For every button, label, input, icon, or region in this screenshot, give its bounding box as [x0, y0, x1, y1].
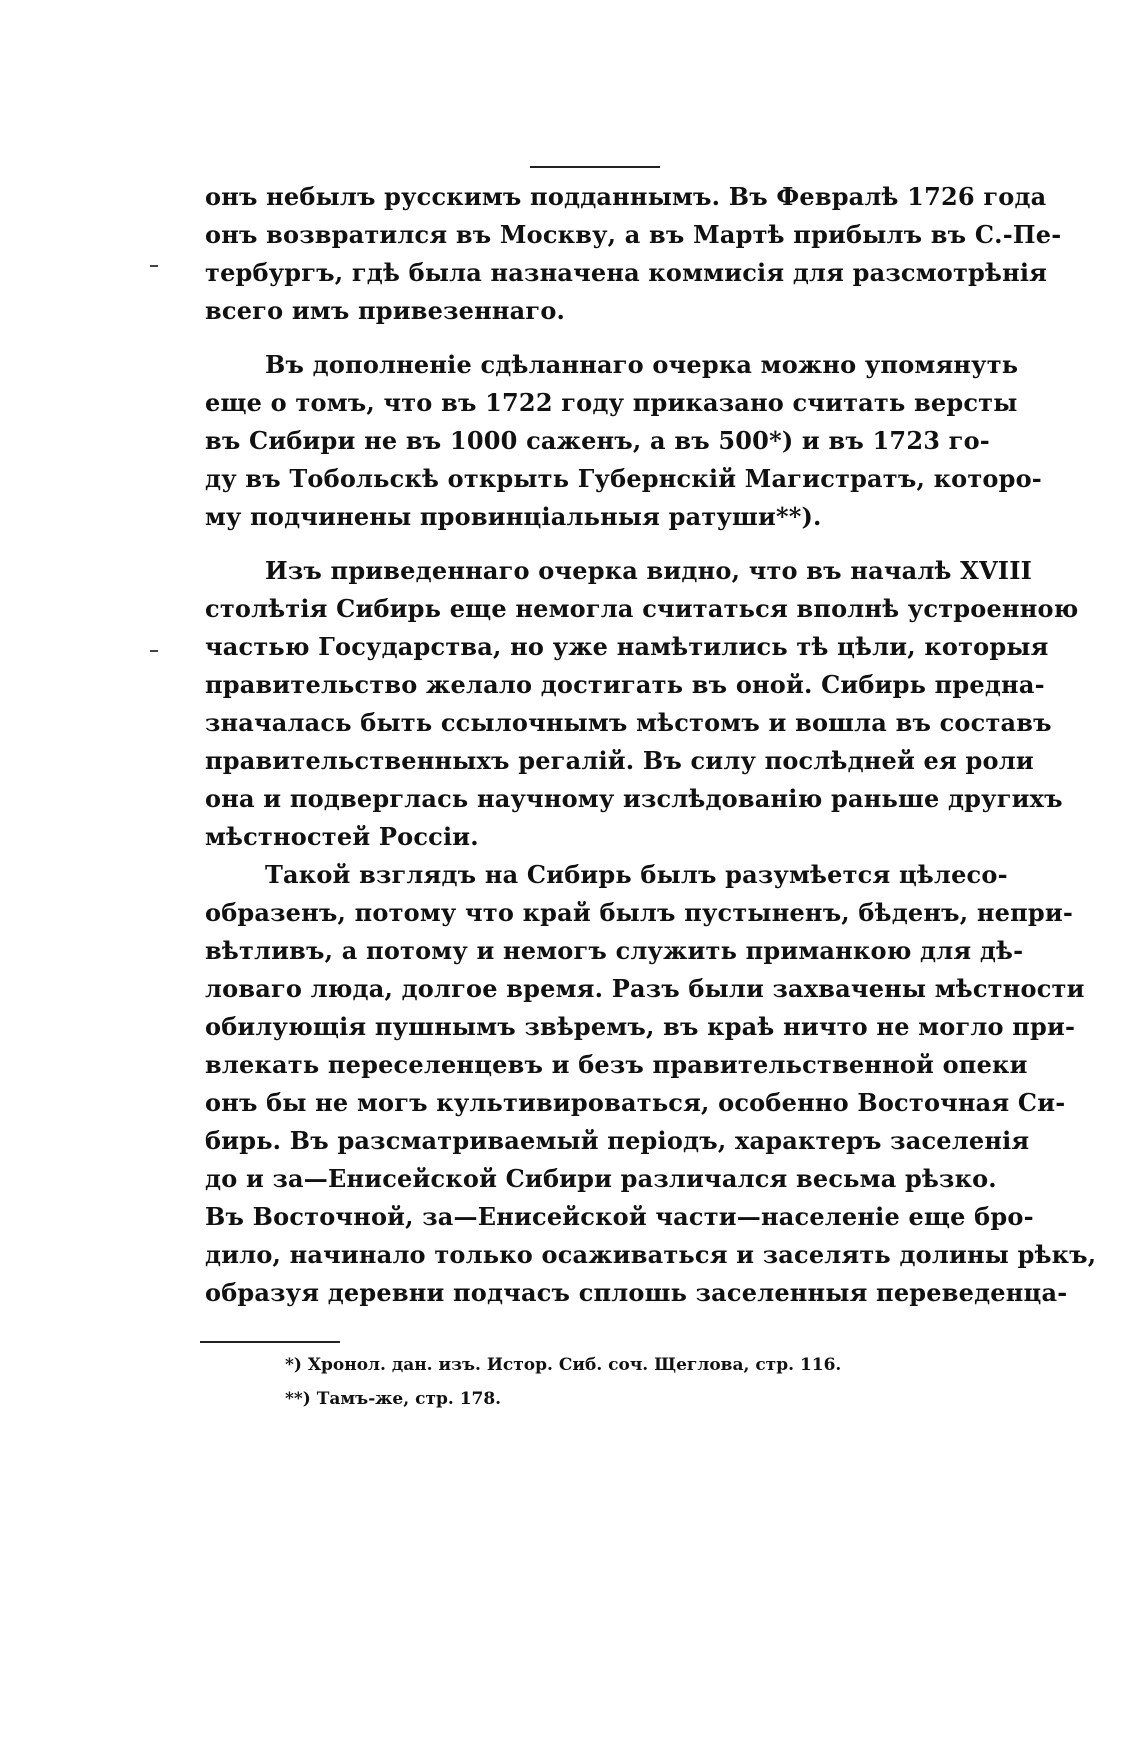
text-line: мѣстностей Россіи. — [205, 822, 479, 851]
text-line: правительственныхъ регалій. Въ силу послѣдней ея роли — [205, 746, 1034, 775]
text-line: дило, начинало только осаживаться и заселять долины рѣкъ, — [205, 1240, 1097, 1269]
footnote: *) Хронол. дан. изъ. Истор. Сиб. соч. Щеглова, стр. 116. — [285, 1355, 842, 1375]
text-line: бирь. Въ разсматриваемый періодъ, характеръ заселенія — [205, 1126, 1030, 1155]
paragraph — [205, 552, 1079, 856]
margin-mark — [150, 650, 158, 652]
footnote: **) Тамъ-же, стр. 178. — [285, 1389, 502, 1409]
text-line: обилующія пушнымъ звѣремъ, въ краѣ ничто не могло при- — [205, 1012, 1076, 1041]
text-line: всего имъ привезеннаго. — [205, 296, 566, 325]
footnote-rule — [200, 1341, 340, 1343]
text-line: образенъ, потому что край былъ пустыненъ, бѣденъ, непри- — [205, 898, 1073, 927]
text-line: ду въ Тобольскѣ открыть Губернскій Магистратъ, которо- — [205, 464, 1042, 493]
text-line: ловаго люда, долгое время. Разъ были захвачены мѣстности — [205, 974, 1085, 1003]
text-line: онъ возвратился въ Москву, а въ Мартѣ прибылъ въ С.-Пе- — [205, 220, 1062, 249]
text-line: вѣтливъ, а потому и немогъ служить приманкою для дѣ- — [205, 936, 1024, 965]
text-line: значалась быть ссылочнымъ мѣстомъ и вошла въ составъ — [205, 708, 1052, 737]
text-line: она и подверглась научному изслѣдованію раньше другихъ — [205, 784, 1063, 813]
text-line: тербургъ, гдѣ была назначена коммисія для разсмотрѣнія — [205, 258, 1048, 287]
header-rule — [530, 166, 660, 168]
text-line: въ Сибири не въ 1000 саженъ, а въ 500*) и въ 1723 го- — [205, 426, 990, 455]
text-line: му подчинены провинціальныя ратуши**). — [205, 502, 822, 531]
text-line: до и за—Енисейской Сибири различался весьма рѣзко. — [205, 1164, 997, 1193]
text-line: Изъ приведеннаго очерка видно, что въ началѣ XVIII — [265, 556, 1033, 585]
text-line: образуя деревни подчасъ сплошь заселенныя переведенца- — [205, 1278, 1068, 1307]
text-line: Въ Восточной, за—Енисейской части—населеніе еще бро- — [205, 1202, 1034, 1231]
text-line: онъ небылъ русскимъ подданнымъ. Въ Февралѣ 1726 года — [205, 182, 1047, 211]
body-text — [205, 178, 1097, 1312]
text-line: правительство желало достигать въ оной. Сибирь предна- — [205, 670, 1045, 699]
text-line: Въ дополненіе сдѣланнаго очерка можно упомянуть — [265, 350, 1019, 379]
text-line: Такой взглядъ на Сибирь былъ разумѣется цѣлесо- — [265, 860, 1008, 889]
text-line: частью Государства, но уже намѣтились тѣ цѣли, которыя — [205, 632, 1049, 661]
text-line: влекать переселенцевъ и безъ правительственной опеки — [205, 1050, 1028, 1079]
margin-mark — [150, 265, 158, 267]
paragraph — [205, 178, 1062, 330]
paragraph — [205, 856, 1097, 1312]
footnotes — [285, 1348, 885, 1416]
text-line: столѣтія Сибирь еще немогла считаться вполнѣ устроенною — [205, 594, 1079, 623]
paragraph — [205, 346, 1042, 536]
text-line: онъ бы не могъ культивироваться, особенно Восточная Си- — [205, 1088, 1066, 1117]
text-line: еще о томъ, что въ 1722 году приказано считать версты — [205, 388, 1018, 417]
